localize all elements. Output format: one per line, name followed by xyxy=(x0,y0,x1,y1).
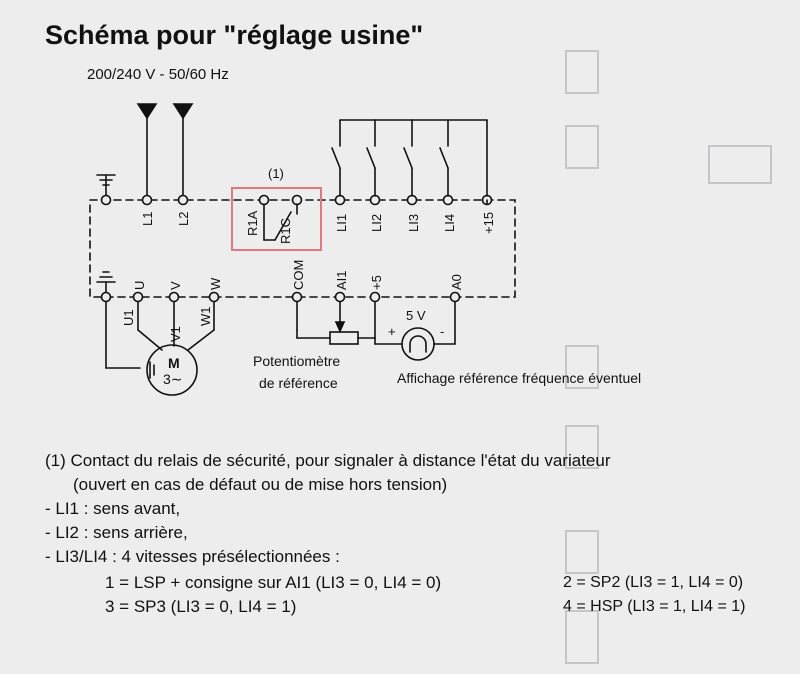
background-box xyxy=(565,610,599,664)
terminal-label-li1: LI1 xyxy=(334,213,349,232)
background-box xyxy=(565,530,599,574)
terminal-label-li2: LI2 xyxy=(369,213,384,232)
potentiometer-label-2: de référence xyxy=(259,375,338,391)
note-speed-4: 4 = HSP (LI3 = 1, LI4 = 1) xyxy=(563,598,746,615)
terminal-label-li3: LI3 xyxy=(406,213,421,232)
terminal-label-p15: +15 xyxy=(481,211,496,234)
terminal-label-r1a: R1A xyxy=(245,210,260,236)
potentiometer-symbol xyxy=(330,332,358,344)
terminal-label-com: COM xyxy=(291,259,306,290)
supply-arrow-l1 xyxy=(138,104,156,118)
terminal-label-l1: L1 xyxy=(140,211,155,226)
motor-letter: M xyxy=(168,355,180,371)
note-relay: (1) Contact du relais de sécurité, pour signaler à distance l'état du variateur xyxy=(45,451,611,470)
terminal-label-p5: +5 xyxy=(369,275,384,290)
terminal-label-w1: W1 xyxy=(198,306,213,326)
meter-minus: - xyxy=(440,324,445,339)
terminal-label-a0: A0 xyxy=(449,274,464,290)
relay-note-marker: (1) xyxy=(268,166,284,181)
terminal-label-v1: V1 xyxy=(168,326,183,342)
page-title: Schéma pour "réglage usine" xyxy=(45,20,424,50)
terminal-label-w: W xyxy=(208,277,223,290)
note-speed-1: 1 = LSP + consigne sur AI1 (LI3 = 0, LI4 = 0) xyxy=(105,573,442,592)
supply-label: 200/240 V - 50/60 Hz xyxy=(87,66,229,83)
meter-voltage: 5 V xyxy=(406,308,426,323)
note-speed-2: 2 = SP2 (LI3 = 1, LI4 = 0) xyxy=(563,574,744,591)
note-li2: - LI2 : sens arrière, xyxy=(45,523,188,542)
note-li1: - LI1 : sens avant, xyxy=(45,499,181,518)
terminal-label-v: V xyxy=(168,281,183,290)
display-label: Affichage référence fréquence éventuel xyxy=(397,370,642,386)
meter-symbol xyxy=(402,328,434,360)
terminal-label-li4: LI4 xyxy=(442,213,457,232)
terminal-label-u: U xyxy=(132,280,147,290)
note-relay-detail: (ouvert en cas de défaut ou de mise hors tension) xyxy=(73,475,448,494)
terminal-label-r1c: R1C xyxy=(278,217,293,244)
meter-plus: + xyxy=(388,324,396,339)
terminal-label-ai1: AI1 xyxy=(334,270,349,290)
potentiometer-label-1: Potentiomètre xyxy=(253,353,341,369)
motor-phases: 3∼ xyxy=(163,371,183,387)
terminal-label-u1: U1 xyxy=(121,309,136,326)
note-speed-3: 3 = SP3 (LI3 = 0, LI4 = 1) xyxy=(105,597,297,616)
terminal-label-l2: L2 xyxy=(176,211,191,226)
note-li3-li4: - LI3/LI4 : 4 vitesses présélectionnées : xyxy=(45,547,340,566)
supply-arrow-l2 xyxy=(174,104,192,118)
